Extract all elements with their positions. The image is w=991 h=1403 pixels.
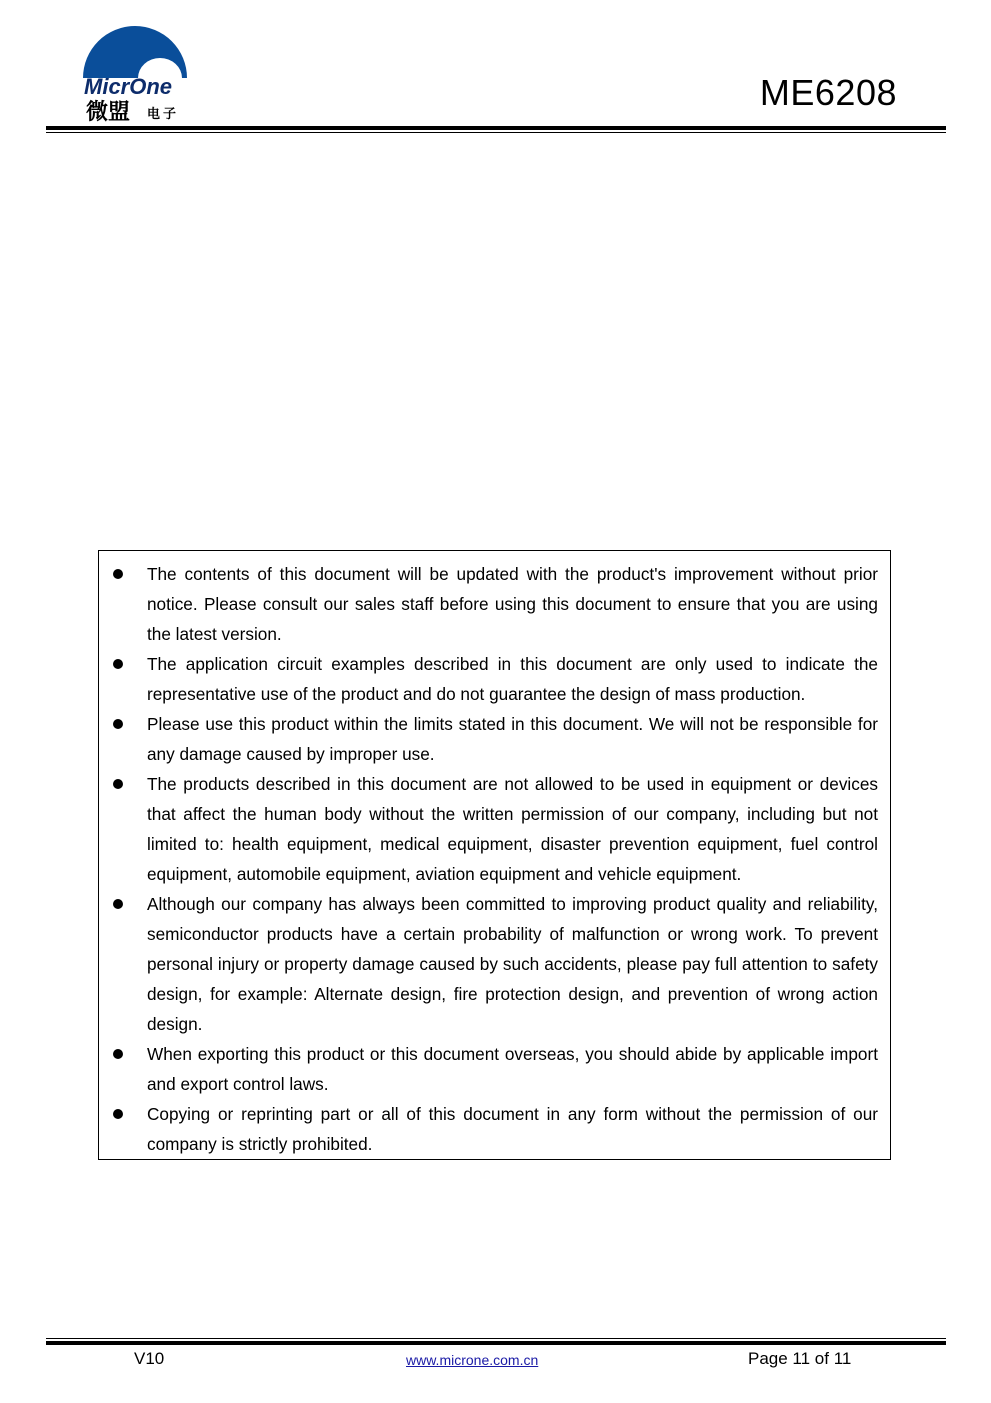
notice-item (147, 769, 878, 889)
bullet-icon (113, 659, 123, 669)
notice-text: Copying or reprinting part or all of this document in any form without the permission of our company is strictly prohibited. (147, 1104, 878, 1154)
company-logo (80, 26, 190, 126)
notice-item (147, 1099, 878, 1159)
notice-text: Although our company has always been committed to improving product quality and reliability, semiconductor products have a certain probability of malfunction or wrong work. To prevent personal injury or property damage caused by such accidents, please pay full attention to safety design, for example: Alternate design, fire protection design, and prevention of wrong action design. (147, 894, 878, 1034)
logo-text-cn: 微盟 (86, 100, 131, 125)
bullet-icon (113, 719, 123, 729)
notice-box (98, 550, 891, 1160)
bullet-icon (113, 1109, 123, 1119)
footer-rule-thick (46, 1341, 946, 1345)
header-rule-thin (46, 132, 946, 133)
bullet-icon (113, 1049, 123, 1059)
notice-text: The application circuit examples described in this document are only used to indicate the representative use of the product and do not guarantee the design of mass production. (147, 654, 878, 704)
bullet-icon (113, 899, 123, 909)
notice-item (147, 559, 878, 649)
notice-item (147, 1039, 878, 1099)
logo-text-en: MicrOne (84, 74, 173, 99)
footer-url-link[interactable]: www.microne.com.cn (406, 1352, 539, 1368)
notice-list (99, 551, 890, 1159)
bullet-icon (113, 569, 123, 579)
notice-item (147, 889, 878, 1039)
notice-item (147, 649, 878, 709)
notice-text: The contents of this document will be updated with the product's improvement without prior notice. Please consult our sales staff before using this document to ensure that you are using the latest version. (147, 564, 878, 644)
notice-text: The products described in this document are not allowed to be used in equipment or devices that affect the human body without the written permission of our company, including but not limited to: health equipment, medical equipment, disaster prevention equipment, fuel control equipment, automobile equipment, aviation equipment and vehicle equipment. (147, 774, 878, 884)
logo-text-cn-small: 电子 (147, 107, 180, 122)
footer-rule-thin (46, 1338, 946, 1339)
notice-text: Please use this product within the limits stated in this document. We will not be responsible for any damage caused by improper use. (147, 714, 878, 764)
footer-page-number: Page 11 of 11 (748, 1349, 852, 1368)
footer-version: V10 (134, 1349, 165, 1368)
notice-text: When exporting this product or this document overseas, you should abide by applicable import and export control laws. (147, 1044, 878, 1094)
notice-item (147, 709, 878, 769)
bullet-icon (113, 779, 123, 789)
header-rule-thick (46, 126, 946, 130)
document-title: ME6208 (759, 72, 897, 113)
